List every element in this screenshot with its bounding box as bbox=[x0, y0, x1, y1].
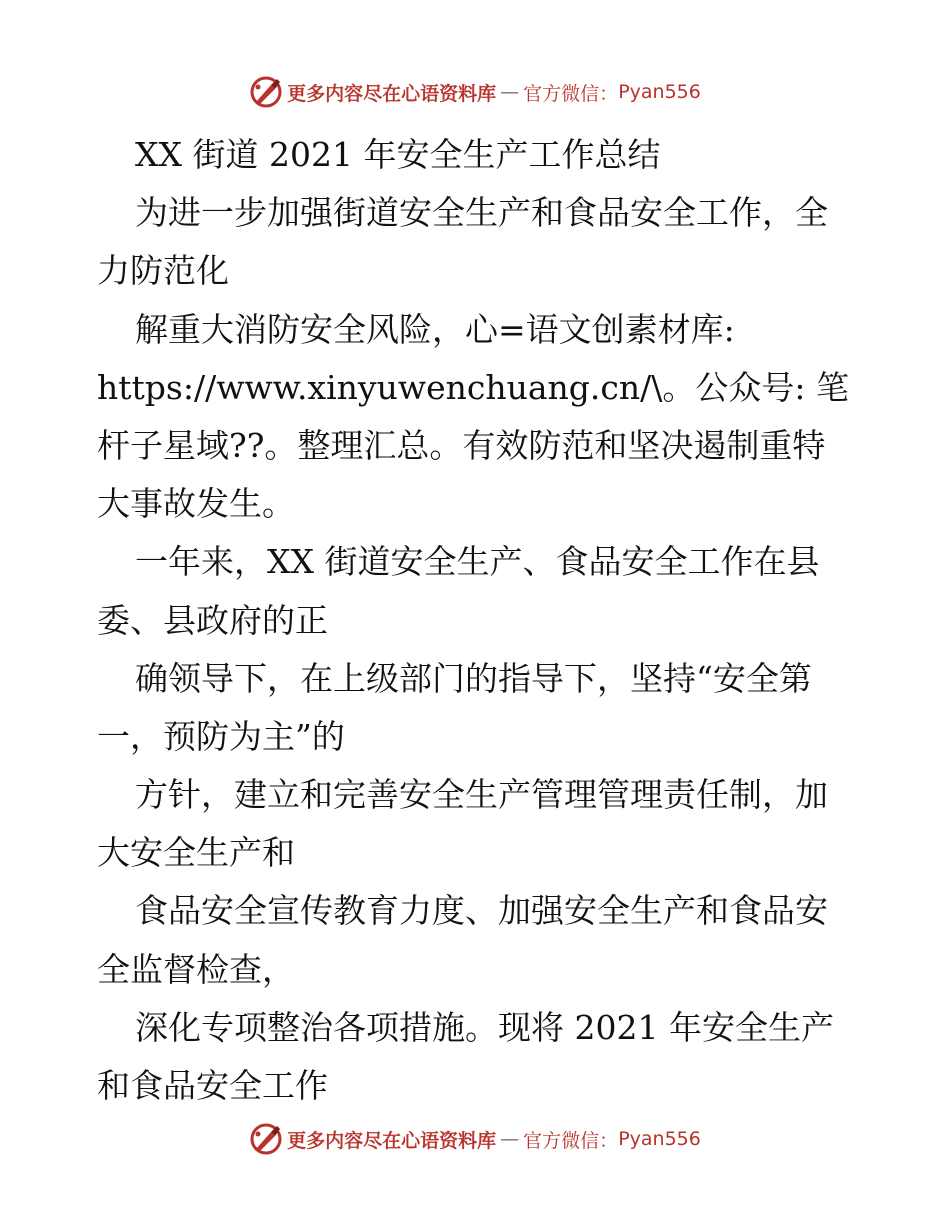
text-line: 确领导下，在上级部门的指导下，坚持“安全第 bbox=[135, 658, 812, 698]
text-line: 深化专项整治各项措施。现将 2021 年安全生产 bbox=[135, 1007, 834, 1047]
text-line: https://www.xinyuwenchuang.cn/\。公众号: 笔 bbox=[97, 367, 849, 407]
text-line: 方针，建立和完善安全生产管理管理责任制，加 bbox=[135, 775, 828, 815]
text-line: 杆子星域??。整理汇总。有效防范和坚决遏制重特 bbox=[97, 425, 826, 465]
banner-dash: — bbox=[500, 81, 520, 103]
banner-dash: — bbox=[500, 1128, 520, 1150]
text-line: 食品安全宣传教育力度、加强安全生产和食品安 bbox=[135, 891, 828, 931]
header-banner bbox=[0, 72, 950, 112]
text-line: 一，预防为主”的 bbox=[97, 716, 345, 756]
text-line: 为进一步加强街道安全生产和食品安全工作，全 bbox=[135, 193, 828, 233]
document-title: XX 街道 2021 年安全生产工作总结 bbox=[135, 135, 661, 174]
text-line: 全监督检查， bbox=[97, 949, 295, 989]
text-line: 和食品安全工作 bbox=[97, 1066, 328, 1105]
document-body bbox=[97, 126, 857, 1115]
banner-wechat-label: 官方微信： bbox=[523, 1129, 619, 1152]
text-line: 力防范化 bbox=[97, 251, 229, 291]
text-line: 大安全生产和 bbox=[97, 833, 295, 873]
banner-main-text: 更多内容尽在心语资料库 bbox=[287, 1129, 497, 1152]
footer-banner bbox=[0, 1119, 950, 1159]
text-line: 委、县政府的正 bbox=[97, 600, 328, 640]
banner-wechat-id: Pyan556 bbox=[618, 81, 701, 103]
pen-logo-icon bbox=[249, 75, 283, 109]
text-line: 解重大消防安全风险，心=语文创素材库: bbox=[135, 309, 735, 349]
banner-wechat-id: Pyan556 bbox=[618, 1128, 701, 1150]
pen-logo-icon bbox=[249, 1122, 283, 1156]
banner-main-text: 更多内容尽在心语资料库 bbox=[287, 82, 497, 105]
banner-wechat-label: 官方微信： bbox=[523, 82, 619, 105]
text-line: 一年来，XX 街道安全生产、食品安全工作在县 bbox=[135, 542, 820, 582]
text-line: 大事故发生。 bbox=[97, 484, 295, 524]
